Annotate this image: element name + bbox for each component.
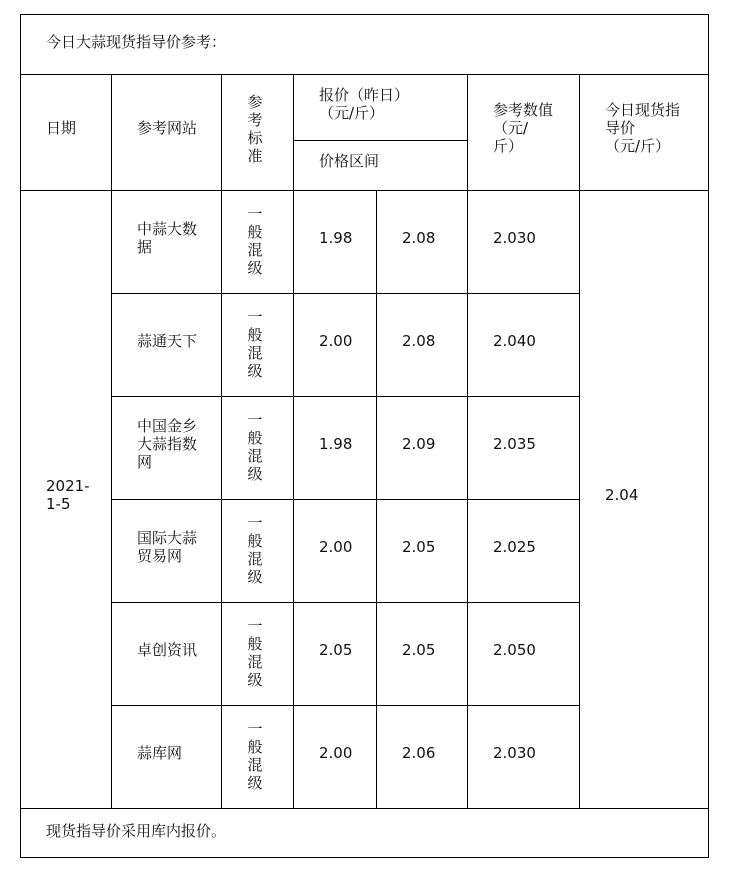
site-name-line3: 网 (137, 453, 153, 471)
header-ref-line3: 斤） (493, 137, 524, 155)
col-divider-standard (293, 74, 294, 808)
site-name-line2: 大蒜指数 (137, 435, 198, 453)
col-divider-range (376, 190, 377, 808)
standard-grade: 一般混级 (247, 205, 263, 277)
reference-value: 2.040 (493, 332, 536, 350)
reference-value: 2.025 (493, 538, 536, 556)
rule-row-1 (111, 293, 579, 294)
price-low: 1.98 (319, 435, 353, 453)
reference-value: 2.035 (493, 435, 536, 453)
rule-row-2 (111, 396, 579, 397)
rule-row-3 (111, 499, 579, 500)
price-high: 2.06 (402, 744, 436, 762)
site-name-line2: 据 (137, 238, 153, 256)
site-name: 中国金乡 (137, 417, 198, 435)
rule-above-footer (20, 808, 709, 809)
price-low: 2.00 (319, 744, 353, 762)
rule-row-4 (111, 602, 579, 603)
price-high: 2.08 (402, 229, 436, 247)
standard-grade: 一般混级 (247, 411, 263, 483)
standard-grade: 一般混级 (247, 720, 263, 792)
col-divider-quote (467, 74, 468, 808)
standard-grade: 一般混级 (247, 617, 263, 689)
header-ref-line2: （元/ (493, 119, 529, 137)
price-high: 2.08 (402, 332, 436, 350)
header-site: 参考网站 (137, 119, 198, 137)
standard-grade: 一般混级 (247, 514, 263, 586)
reference-value: 2.030 (493, 744, 536, 762)
site-name: 国际大蒜 (137, 529, 198, 547)
site-name: 蒜库网 (137, 744, 183, 762)
site-name: 卓创资讯 (137, 641, 198, 659)
price-low: 2.00 (319, 332, 353, 350)
site-name-line2: 贸易网 (137, 547, 183, 565)
price-high: 2.09 (402, 435, 436, 453)
reference-value: 2.030 (493, 229, 536, 247)
col-divider-site (221, 74, 222, 808)
today-price-value: 2.04 (605, 486, 639, 504)
header-price-range: 价格区间 (319, 152, 380, 170)
header-today-line3: （元/斤） (605, 137, 671, 155)
col-divider-ref (579, 74, 580, 808)
price-low: 2.00 (319, 538, 353, 556)
price-high: 2.05 (402, 538, 436, 556)
rule-below-title (20, 74, 709, 75)
reference-value: 2.050 (493, 641, 536, 659)
footer-note: 现货指导价采用库内报价。 (46, 822, 227, 840)
header-today-line2: 导价 (605, 119, 636, 137)
date-value-line1: 2021- (46, 477, 90, 495)
header-ref-line1: 参考数值 (493, 101, 554, 119)
rule-below-header (20, 190, 709, 191)
price-low: 2.05 (319, 641, 353, 659)
header-standard: 参考标准 (247, 93, 263, 165)
site-name: 蒜通天下 (137, 332, 198, 350)
price-high: 2.05 (402, 641, 436, 659)
price-low: 1.98 (319, 229, 353, 247)
site-name: 中蒜大数 (137, 220, 198, 238)
rule-row-5 (111, 705, 579, 706)
header-quote-line1: 报价（昨日） (319, 86, 410, 104)
header-today-line1: 今日现货指 (605, 101, 681, 119)
col-divider-date (111, 74, 112, 808)
header-date: 日期 (46, 119, 77, 137)
date-value-line2: 1-5 (46, 495, 71, 513)
header-quote-line2: （元/斤） (319, 104, 385, 122)
document-title: 今日大蒜现货指导价参考： (46, 33, 227, 51)
rule-quote-subheader (293, 140, 467, 141)
standard-grade: 一般混级 (247, 308, 263, 380)
